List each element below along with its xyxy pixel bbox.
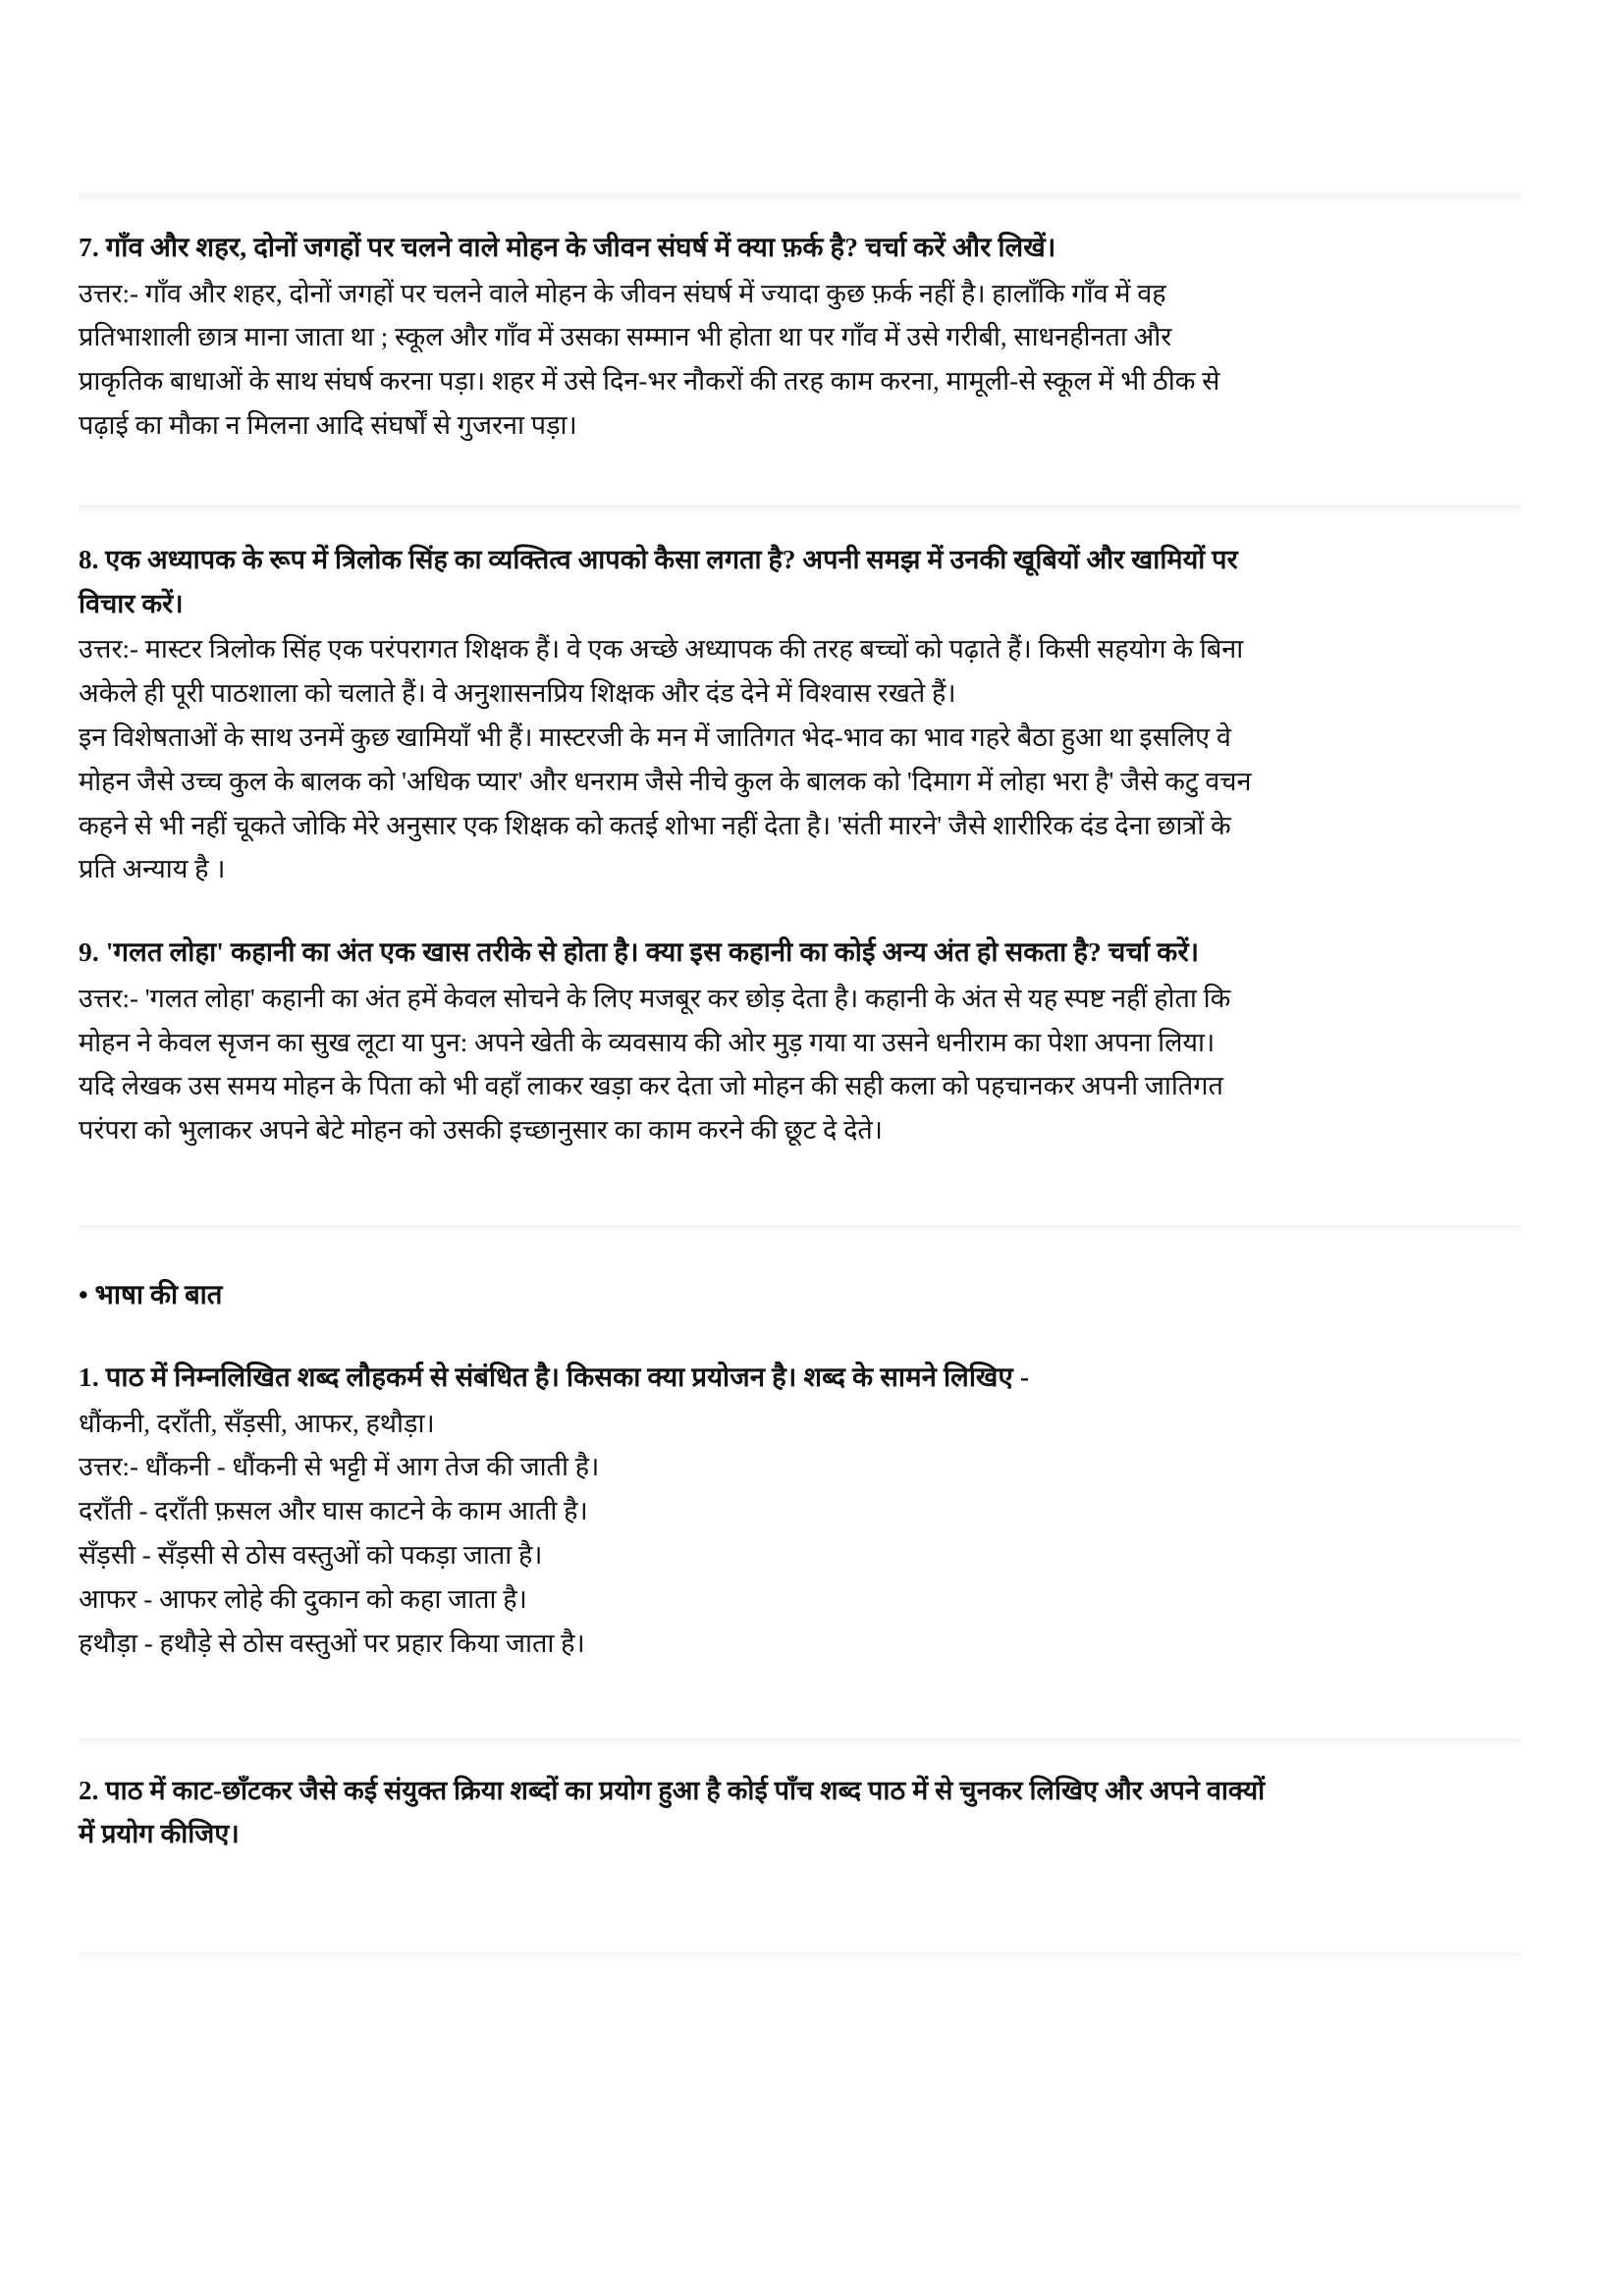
question-8-heading-line-2: विचार करें।: [79, 588, 184, 618]
answer-line: हथौड़ा - हथौड़े से ठोस वस्तुओं पर प्रहार किया जाता है।: [79, 1628, 585, 1658]
question-7-heading: 7. गाँव और शहर, दोनों जगहों पर चलने वाले मोहन के जीवन संघर्ष में क्या फ़र्क है? चर्चा करें और लिखें।: [79, 232, 1056, 262]
answer-line: सँड़सी - सँड़सी से ठोस वस्तुओं को पकड़ा जाता है।: [79, 1540, 543, 1571]
spacer: [79, 1152, 1533, 1225]
bhasha-item-1: [79, 1356, 1533, 1665]
answer-line: इन विशेषताओं के साथ उनमें कुछ खामियाँ भी हैं। मास्टरजी के मन में जातिगत भेद-भाव का भाव गहरे बैठा हुआ था इसलिए वे: [79, 722, 1231, 753]
question-9-heading: 9. 'गलत लोहा' कहानी का अंत एक खास तरीके से होता है। क्या इस कहानी का कोई अन्य अंत हो सकता है? चर्चा करें।: [79, 936, 1200, 968]
answer-line: मोहन जैसे उच्च कुल के बालक को 'अधिक प्यार' और धनराम जैसे नीचे कुल के बालक को 'दिमाग में लोहा भरा है' जैसे कटु वचन: [79, 766, 1252, 796]
answer-line: उत्तर:- धौंकनी - धौंकनी से भट्टी में आग तेज की जाती है।: [79, 1452, 600, 1482]
answer-line: उत्तर:- मास्टर त्रिलोक सिंह एक परंपरागत शिक्षक हैं। वे एक अच्छे अध्यापक की तरह बच्चों को पढ़ाते हैं। किसी सहयोग के बिना: [79, 634, 1244, 665]
section-divider-bhasha-2: [79, 1738, 1521, 1747]
spacer: [79, 891, 1533, 931]
question-9-answer: [79, 977, 1533, 1152]
answer-line: पढ़ाई का मौका न मिलना आदि संघर्षों से गुजरना पड़ा।: [79, 409, 577, 440]
answer-line: परंपरा को भुलाकर अपने बेटे मोहन को उसकी इच्छानुसार का काम करने की छूट दे देते।: [79, 1115, 884, 1146]
question-8-answer: [79, 627, 1533, 891]
spacer: [79, 1858, 1533, 1952]
answer-line: अकेले ही पूरी पाठशाला को चलाते हैं। वे अनुशासनप्रिय शिक्षक और दंड देने में विश्वास रखते हैं।: [79, 678, 956, 709]
spacer: [79, 516, 1533, 538]
spacer: [79, 448, 1533, 505]
spacer: [79, 1747, 1533, 1769]
bhasha-1-word-list: [79, 1402, 1533, 1446]
bhasha-2-heading: [79, 1769, 1533, 1857]
answer-line: उत्तर:- 'गलत लोहा' कहानी का अंत हमें केवल सोचने के लिए मजबूर कर छोड़ देता है। कहानी के अंत से यह स्पष्ट नहीं होता कि: [79, 983, 1231, 1013]
spacer: [79, 1234, 1533, 1273]
answer-line: प्राकृतिक बाधाओं के साथ संघर्ष करना पड़ा। शहर में उसे दिन-भर नौकरों की तरह काम करना, मामूली-से स्कूल में भी ठीक से: [79, 366, 1220, 397]
bhasha-section-title: • भाषा की बात: [79, 1279, 223, 1310]
spacer: [79, 204, 1533, 226]
spacer: [79, 1666, 1533, 1738]
answer-line: कहने से भी नहीं चूकते जोकि मेरे अनुसार एक शिक्षक को कतई शोभा नहीं देता है। 'संती मारने' जैसे शारीरिक दंड देना छात्रों के: [79, 810, 1231, 840]
bhasha-item-2: [79, 1769, 1533, 1857]
section-divider-bhasha: [79, 1225, 1521, 1234]
bhasha-2-heading-line-2: में प्रयोग कीजिए।: [79, 1819, 240, 1849]
answer-line: प्रतिभाशाली छात्र माना जाता था ; स्कूल और गाँव में उसका सम्मान भी होता था पर गाँव में उसे गरीबी, साधनहीनता और: [79, 322, 1172, 352]
question-8-heading: [79, 538, 1533, 626]
bhasha-1-heading: 1. पाठ में निम्नलिखित शब्द लौहकर्म से संबंधित है। किसका क्या प्रयोजन है। शब्द के सामने लिखिए -: [79, 1362, 1030, 1393]
question-block-8: [79, 538, 1533, 892]
question-block-7: [79, 226, 1533, 448]
word-list: धौंकनी, दराँती, सँड़सी, आफर, हथौड़ा।: [79, 1408, 435, 1438]
question-block-9: [79, 931, 1533, 1152]
answer-line: उत्तर:- गाँव और शहर, दोनों जगहों पर चलने वाले मोहन के जीवन संघर्ष में ज्यादा कुछ फ़र्क नहीं है। हालाँकि गाँव में वह: [79, 278, 1166, 308]
answer-line: दराँती - दराँती फ़सल और घास काटने के काम आती है।: [79, 1496, 588, 1526]
answer-line: आफर - आफर लोहे की दुकान को कहा जाता है।: [79, 1583, 527, 1614]
spacer: [79, 1316, 1533, 1356]
question-7-answer: [79, 272, 1533, 448]
question-8-heading-line-1: 8. एक अध्यापक के रूप में त्रिलोक सिंह का व्यक्तित्व आपको कैसा लगता है? अपनी समझ में उनकी खूबियों और खामियों पर: [79, 544, 1238, 574]
bhasha-2-heading-line-1: 2. पाठ में काट-छाँटकर जैसे कई संयुक्त क्रिया शब्दों का प्रयोग हुआ है कोई पाँच शब्द पाठ में से चुनकर लिखिए और अपने वाक्यों: [79, 1775, 1266, 1805]
answer-line: प्रति अन्याय है ।: [79, 854, 226, 884]
section-divider-bottom: [79, 1952, 1521, 1961]
section-divider-q8: [79, 505, 1521, 516]
section-divider-q7: [79, 192, 1521, 204]
answer-line: मोहन ने केवल सृजन का सुख लूटा या पुन: अपने खेती के व्यवसाय की ओर मुड़ गया या उसने धनीराम का पेशा अपना लिया।: [79, 1027, 1216, 1057]
bhasha-1-answer: [79, 1445, 1533, 1665]
answer-line: यदि लेखक उस समय मोहन के पिता को भी वहाँ लाकर खड़ा कर देता जो मोहन की सही कला को पहचानकर अपनी जातिगत: [79, 1071, 1223, 1101]
